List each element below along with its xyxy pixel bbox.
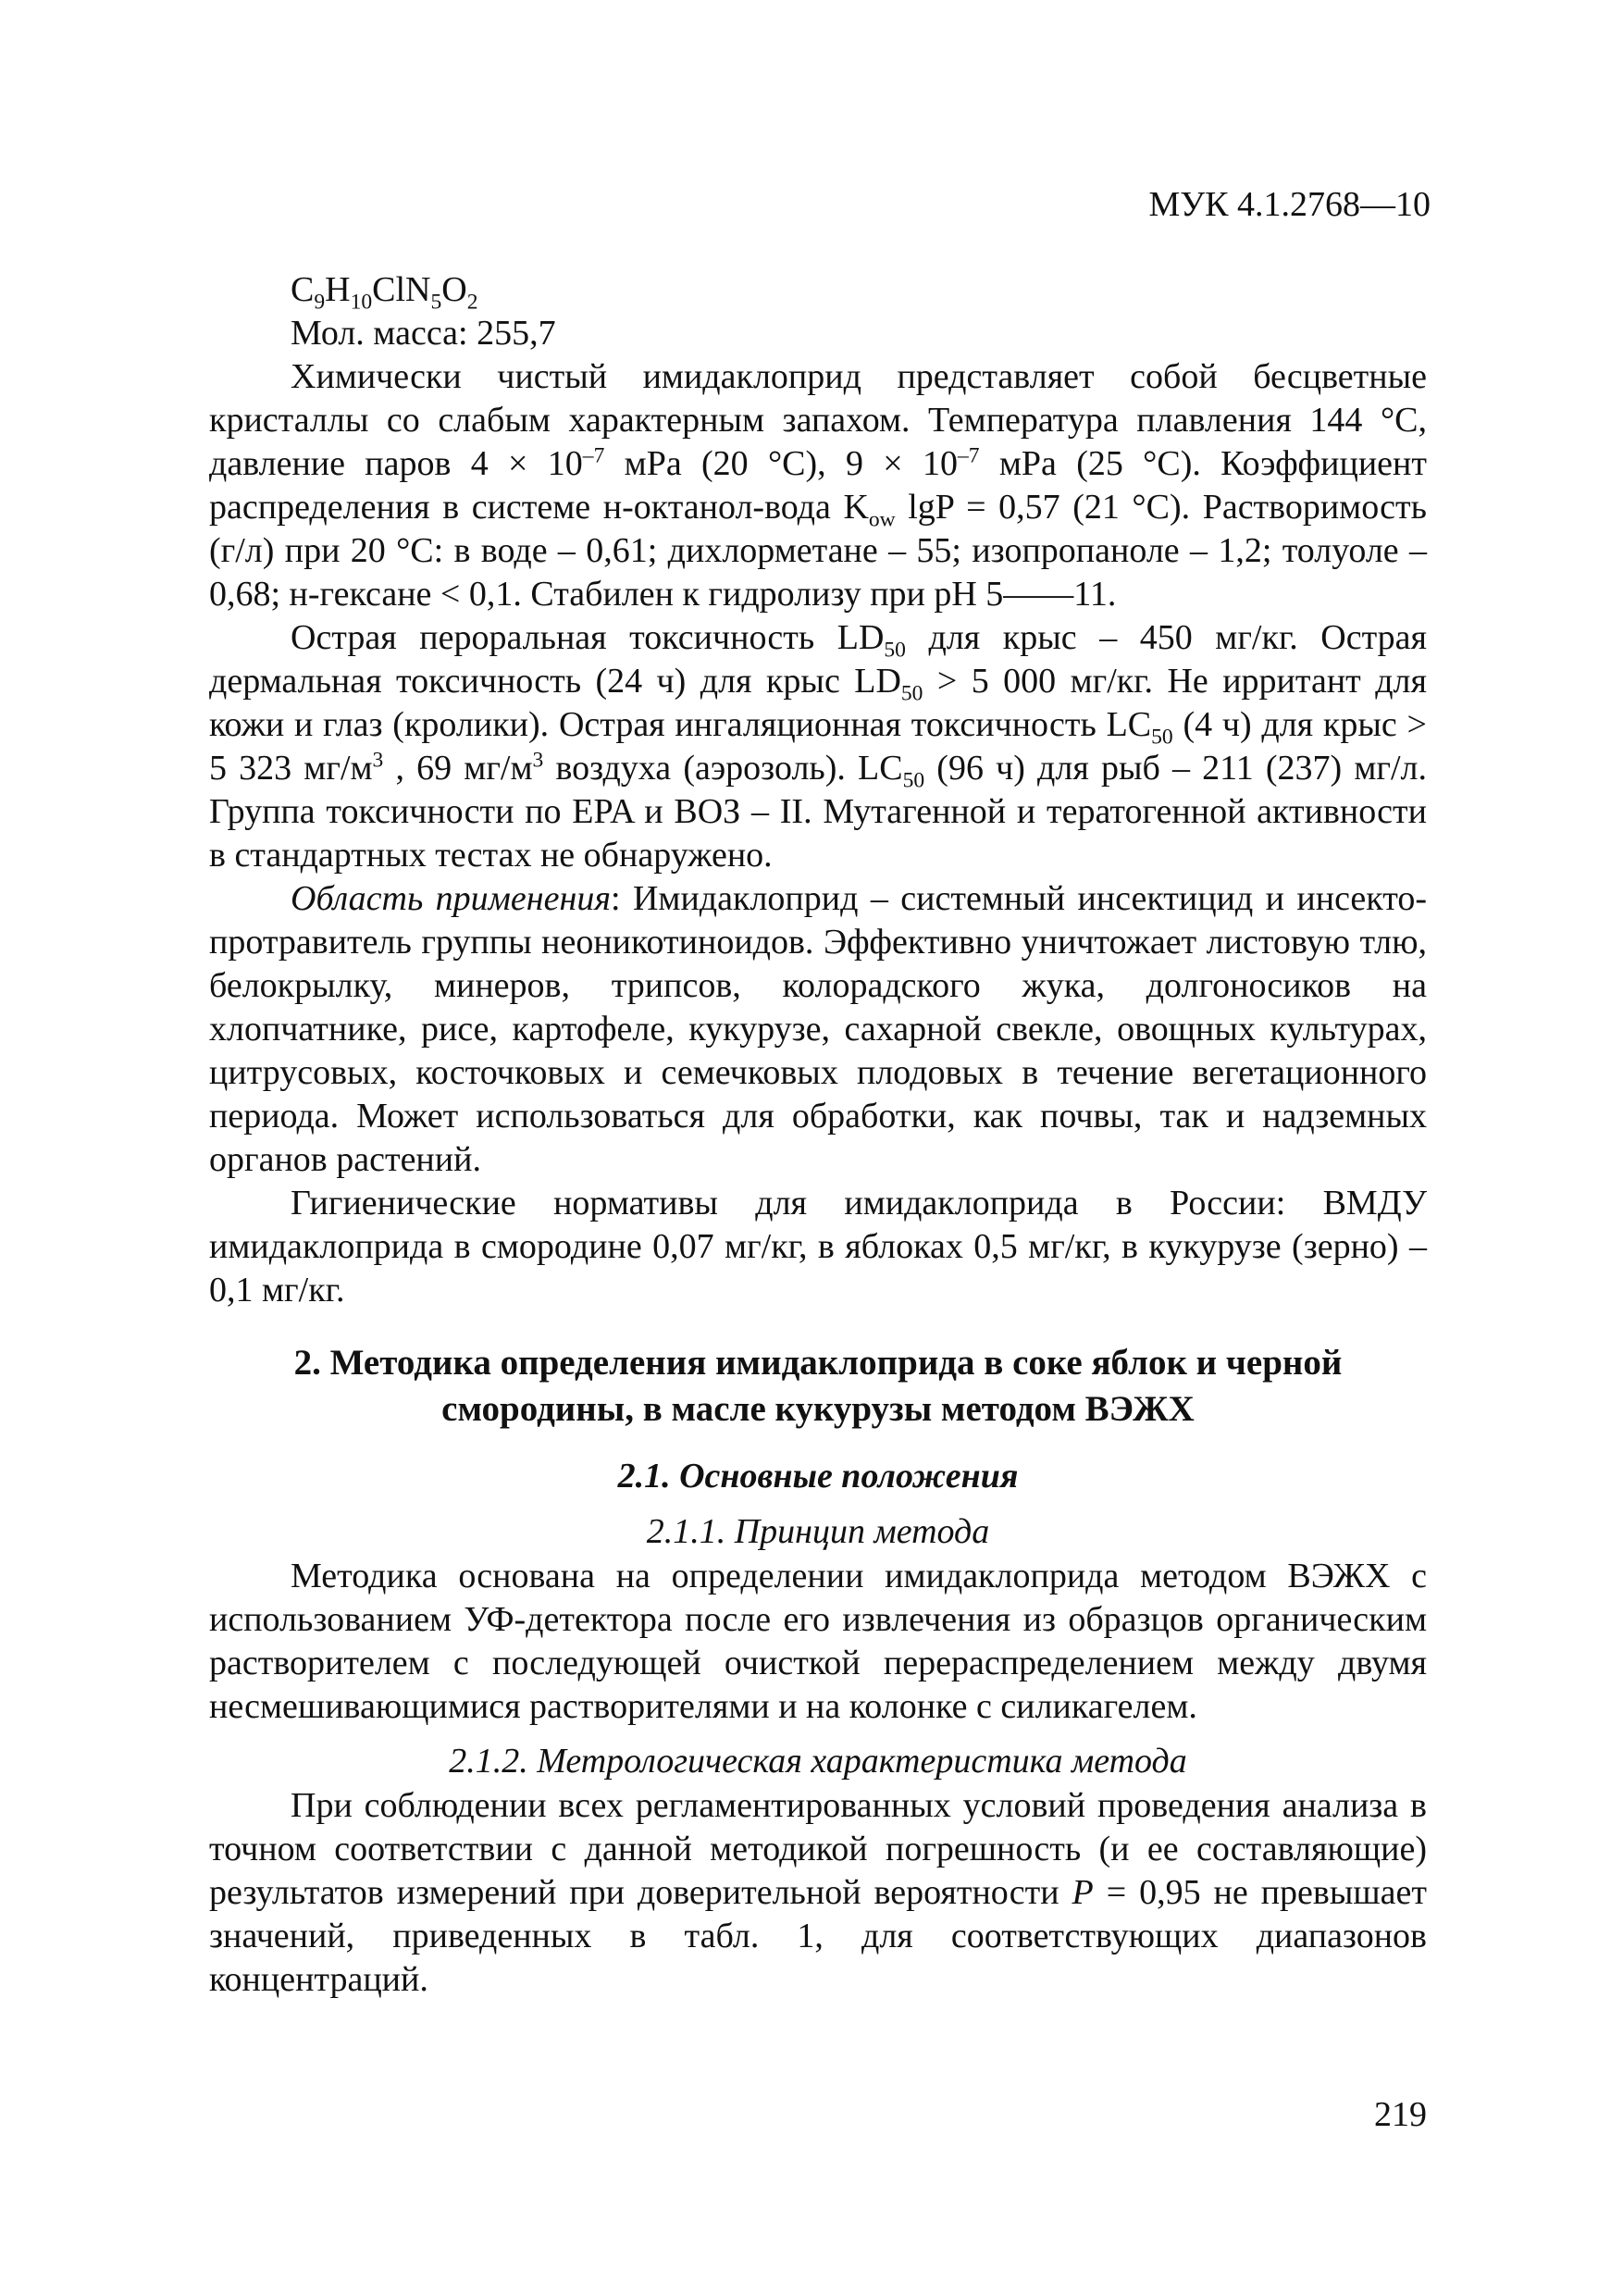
paragraph-metrology: При соблюдении всех регламентированных условий проведения анализа в точном соответствии с данной методикой погрешность (и ее составляющие) результатов измерений при доверительной вероятности P = 0,95 не превышает значений, приведенных в табл. 1, для соответствующих диапазонов концентраций. <box>209 1786 1427 1999</box>
section-2-1-title: 2.1. Основные положения <box>617 1457 1019 1496</box>
page-body <box>209 268 1427 2002</box>
section-2-1-1-title: 2.1.1. Принцип метода <box>646 1512 990 1551</box>
molecular-mass: Мол. масса: 255,7 <box>291 314 556 353</box>
document-code-header: МУК 4.1.2768—10 <box>1148 185 1431 224</box>
paragraph-application: Область применения: Имидаклоприд – системный инсектицид и инсекто-протравитель группы неоникотиноидов. Эффективно уничтожает листовую тлю, белокрылку, минеров, трипсов, колорадского жука, долгоносиков на хлопчатнике, рисе, картофеле, кукурузе, сахарной свекле, овощных культурах, цитрусовых, косточковых и семечковых плодовых в течение вегетационного периода. Может использоваться для обработки, как почвы, так и надземных органов растений. <box>209 879 1428 1179</box>
section-2-title: 2. Методика определения имидаклоприда в соке яблок и черной смородины, в масле кукурузы методом ВЭЖХ <box>293 1343 1343 1429</box>
paragraph-toxicity: Острая пероральная токсичность $LD_{50}$ для крыс – 450 мг/кг. Острая дермальная токсичность (24 ч) для крыс $LD_{50} > 5$ 000 мг/кг. Не ирритант для кожи и глаз (кролики). Острая ингаляционная токсичность $LC_{50}$ (4 ч) для крыс > 5 323 $мг/м^3$ , 69 $мг/м^3$ воздуха (аэрозоль). $LC_{50}$ (96 ч) для рыб – 211 (237) мг/л. Группа токсичности по EPA и ВОЗ – II. Мутагенной и тератогенной активности в стандартных тестах не обнаружено. <box>209 618 1428 875</box>
paragraph-method-principle: Методика основана на определении имидаклоприда методом ВЭЖХ с использованием УФ-детектора после его извлечения из образцов органическим растворителем с последующей очисткой перераспределением между двумя несмешивающимися растворителями и на колонке с силикагелем. <box>209 1557 1427 1726</box>
paragraph-properties: Химически чистый имидаклоприд представляет собой бесцветные кристаллы со слабым характерным запахом. Температура плавления 144 °C, давление паров $4 \times 10^{-7}$ мPa (20 °C), $9 \times 10^{-7}$ мPa (25 °C). Коэффициент распределения в системе н-октанол-вода $K_{ow}$ lgP = 0,57 (21 °C). Растворимость (г/л) при 20 °C: в воде – 0,61; дихлорметане – 55; изопропаноле – 1,2; толуоле – 0,68; н-гексане < 0,1. Стабилен к гидролизу при pH 5——11. <box>209 357 1427 614</box>
page-number: 219 <box>1374 2095 1427 2134</box>
section-2-1-2-title: 2.1.2. Метрологическая характеристика метода <box>449 1742 1187 1781</box>
paragraph-hygiene-norms: Гигиенические нормативы для имидаклоприда в России: ВМДУ имидаклоприда в смородине 0,07 мг/кг, в яблоках 0,5 мг/кг, в кукурузе (зерно) – 0,1 мг/кг. <box>209 1184 1427 1309</box>
application-lead: Область применения <box>291 879 612 918</box>
molecular-formula: $C_9H_{10}ClN_5O_2$ <box>291 270 478 315</box>
